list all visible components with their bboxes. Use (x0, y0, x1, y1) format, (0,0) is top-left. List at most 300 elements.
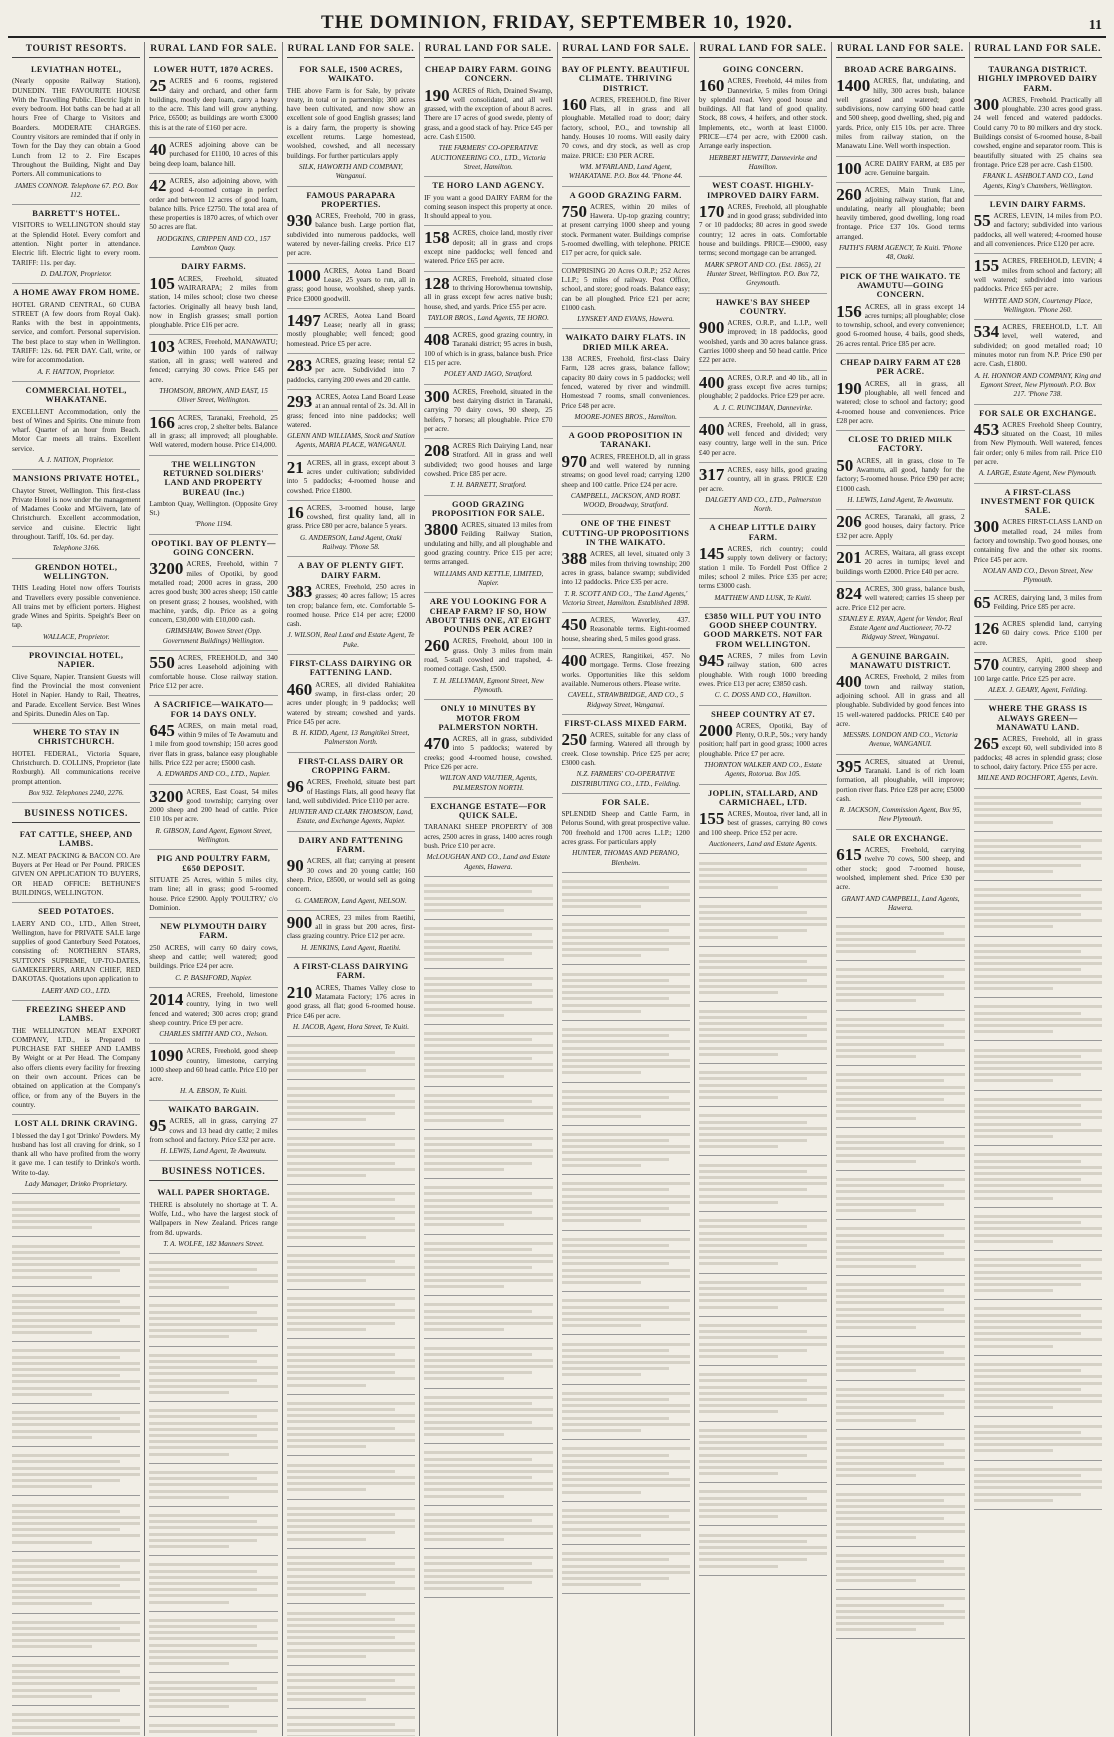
ad-lead-number: 900 (286, 912, 313, 932)
ad-heading: CHEAP DAIRY FARM AT £28 PER ACRE. (840, 358, 961, 377)
classified-ad (287, 753, 415, 832)
small-print-block (974, 1091, 1102, 1147)
ad-signature: H. JACOB, Agent, Hora Street, Te Kuiti. (292, 1022, 409, 1031)
ad-body-text: Lambton Quay, Wellington. (Opposite Grey St.) (149, 499, 278, 518)
classified-ad (149, 696, 277, 784)
ad-signature: GRIMSHAW, Bowen Street (Opp. Government Buildings) Wellington. (162, 627, 265, 645)
ad-heading: FOR SALE, 1500 ACRES, WAIKATO. (299, 65, 403, 84)
ad-body-text: THERE is absolutely no shortage at T. A. Wolfe, Ltd., who have the largest stock of Wallpapers in New Zealand. Prices range from 8d. upwards. (149, 1200, 278, 1237)
ad-lead-number: 300 (973, 517, 1000, 537)
ad-signature: STANLEY E. RYAN, Agent for Vendor, Real Estate Agent and Auctioneer, 70-72 Ridgway Street, Wanganui. (838, 614, 963, 642)
classified-ad (974, 653, 1102, 700)
classified-ad (149, 61, 277, 138)
classified-ad (12, 1115, 140, 1194)
small-print-block (699, 1064, 827, 1107)
classified-ad (424, 385, 552, 439)
ad-signature: HODGKINS, CRIPPEN AND CO., 157 Lambton Quay. (156, 234, 271, 253)
small-print-block (424, 1179, 552, 1235)
ad-lead-number: 470 (424, 734, 450, 754)
ad-signature: McLOUGHAN AND CO., Land and Estate Agents, Hawera. (426, 853, 551, 871)
column-6 (695, 42, 832, 1736)
ad-body-text: ACRES, Aotea Land Board Lease; nearly all in grass; mostly ploughable; well fenced; good homestead. Price £5 per acre. (286, 311, 416, 348)
ad-body-text: ACRES, choice land, mostly river deposit; all in grass and crops except nine paddocks; well fenced and watered. Price £65 per acre. (424, 229, 553, 266)
small-print-block (287, 1549, 415, 1605)
classified-ad (287, 309, 415, 354)
ad-lead-number: 293 (286, 391, 313, 411)
classified-ad (836, 755, 964, 830)
classified-ad (836, 830, 964, 918)
ad-heading: FREEZING SHEEP AND LAMBS. (26, 1004, 127, 1024)
ad-signature: R. JACKSON, Commission Agent, Box 95, New Plymouth. (839, 806, 962, 824)
classified-ad (424, 61, 552, 177)
ad-lead-number: 615 (836, 845, 862, 865)
ad-body-text: ACRES, FREEHOLD, and 340 acres Leasehold adjoining with comfortable house. Close railway station. Price £12 per acre. (149, 654, 278, 690)
classified-ad (562, 515, 690, 613)
ad-lead-number: 2000 (698, 720, 733, 740)
classified-ad (12, 724, 140, 803)
classified-ad (424, 272, 552, 328)
ad-body-text: ACRES, Freehold, carrying twelve 70 cows, 500 sheep, and other stock; good 7-roomed house, woolshed, implement shed. Price £30 per acre. (836, 846, 965, 892)
ad-heading: GOOD GRAZING PROPOSITION FOR SALE. (431, 499, 545, 518)
ad-body-text: 138 ACRES, Freehold, first-class Dairy Farm, 128 acres grass, balance fallow; capacity 80 dairy cows in 5 paddocks; well fenced, watered by river and windmill. Homestead 7 rooms, small conveniences. Price £48 per acre. (561, 355, 690, 410)
classified-ad (12, 205, 140, 284)
classified-ad (836, 183, 964, 267)
ad-lead-number: 388 (561, 549, 587, 569)
ad-body-text: ACRES, also adjoining above, with good 4-roomed cottage in perfect order and between 12 acres of good loam, balance hills. Price £2750. The total area of these properties is 1870 acres, of which over 50 acres are flat. (149, 176, 278, 232)
ad-lead-number: 3800 (424, 520, 459, 540)
small-print-block (699, 1526, 827, 1575)
ad-body-text: ACRES, flat, undulating, and hilly, 300 acres bush, balance well grassed and watered; good subdivisions, now carrying 600 head cattle and 500 sheep, good dwelling, shed, pig and yards. Price, only £15 10s. per acre. Three miles from railway station, on the Manawatu Line. Well worth inspection. (836, 77, 965, 151)
classified-ad (562, 613, 690, 649)
ad-heading: ARE YOU LOOKING FOR A CHEAP FARM? IF SO, HOW ABOUT THIS ONE, AT EIGHT POUNDS PER ACRE? (425, 597, 552, 635)
ad-body-text: ACRES, 23 miles from Raetihi, all in grass but 200 acres, first-class grazing country. Price £12 per acre. (286, 913, 416, 941)
ad-heading: NEW PLYMOUTH DAIRY FARM. (160, 922, 268, 941)
ad-signature: CAVELL, STRAWBRIDGE, AND CO., 5 Ridgway Street, Wanganui. (567, 691, 684, 709)
ad-heading: WAIKATO DAIRY FLATS. IN DRIED MILK AREA. (565, 333, 687, 352)
ad-heading: A BAY OF PLENTY GIFT. DAIRY FARM. (297, 561, 404, 580)
small-print-block (562, 1021, 690, 1083)
ad-body-text: THE WELLINGTON MEAT EXPORT COMPANY, LTD., is Prepared to PURCHASE FAT SHEEP AND LAMBS By Weight or at Per Head. The Company also offers clients every facility for freezing on their own account. Prices can be obtained on application at the Company's office, or from any of the Buyers in the country. (12, 1026, 141, 1109)
small-print-block (699, 1002, 827, 1064)
ad-body-text: ACRES, Freehold, MANAWATU; within 100 yards of railway station, all in grass; well watered and fenced; carrying 30 cows. Price £45 per acre. (149, 338, 278, 384)
ad-body-text: ACRES, Freehold. Practically all ploughable. 230 acres good grass. 24 well fenced and watered paddocks. Could carry 70 to 80 milkers and dry stock. Buildings consist of 6-roomed house, 8-bail cowshed, engine and separator room. This is beautifully situated with 25 chains sea frontage. Price £28 per acre. Cash £1500. (973, 95, 1102, 169)
small-print-block (836, 1337, 964, 1380)
ad-body-text: ACRES of Rich, Drained Swamp, well consolidated, and all well grassed, with the exception of about 8 acres. There are 17 acres of good swede, plenty of grass, and a good stack of hay. Price £45 per acre. Cash £1500. (424, 86, 553, 142)
ad-heading: FAMOUS PARAPARA PROPERTIES. (306, 190, 396, 209)
classified-ad (12, 826, 140, 903)
ad-signature: T. R. SCOTT AND CO., 'The Land Agents,' Victoria Street, Hamilton. Established 1898. (562, 589, 690, 607)
small-print-block (699, 1156, 827, 1212)
classified-ad (562, 187, 690, 264)
classified-ad (149, 335, 277, 410)
ad-heading: A GENUINE BARGAIN. MANAWATU DISTRICT. (849, 651, 951, 671)
ad-signature: G. ANDERSON, Land Agent, Otaki Railway. 'Phone 58. (300, 533, 402, 552)
small-print-block (287, 1456, 415, 1499)
ad-body-text: IF you want a good DAIRY FARM for the coming season inspect this property at once. It should appeal to you. (424, 193, 553, 221)
ad-body-text: SPLENDID Sheep and Cattle Farm, in Pelorus Sound, with great prospective value. 700 freehold and 1700 acres L.I.P.; 1200 acres grass. For particulars apply (561, 810, 690, 847)
column-3 (283, 42, 420, 1736)
small-print-block (836, 1011, 964, 1067)
ad-body-text: ACRES, Waverley, 437. Reasonable terms. Eight-roomed house, shearing shed, 5 miles good grass. (561, 616, 690, 643)
small-print-block (836, 1381, 964, 1430)
page-number: 11 (1088, 18, 1102, 33)
small-print-block (974, 881, 1102, 937)
ad-heading: WAIKATO BARGAIN. (168, 1104, 259, 1114)
column-heading: RURAL LAND FOR SALE. (836, 42, 964, 58)
classified-ad (149, 1044, 277, 1100)
ad-body-text: ACRES, rich country; could supply town delivery or factory; station 1 mile. To Fordell Post Office 2 miles; school 2 miles. Price £35 per acre; terms £3000 cash. (698, 545, 828, 591)
classified-ad (974, 254, 1102, 320)
small-print-block (149, 1254, 277, 1297)
ad-heading: JOPLIN, STALLARD, AND CARMICHAEL, LTD. (707, 788, 819, 807)
small-print-block (974, 1461, 1102, 1510)
classified-ad (149, 785, 277, 851)
ad-body-text: ACRES, within 20 miles of Hawera. Up-top grazing country; at present carrying 1000 sheep and young stock. Permanent water. Buildings comprise 5-roomed dwelling, with telephone. PRICE £17 per acre, for quick sale. (561, 202, 690, 258)
small-print-block (974, 1417, 1102, 1460)
ad-heading: SALE OR EXCHANGE. (852, 833, 949, 843)
ad-lead-number: 395 (836, 756, 862, 776)
ad-signature: MILNE AND ROCHFORT, Agents, Levin. (977, 774, 1099, 783)
ad-signature: GLENN AND WILLIAMS, Stock and Station Agents, MARIA PLACE, WANGANUI. (287, 432, 415, 450)
ad-body-text: EXCELLENT Accommodation, only the best of Wines and Spirits. One minute from wharf. Quarter of an hour from Beach. Motor Car meets all trains. Excellent service. (12, 407, 141, 453)
small-print-block (699, 1483, 827, 1526)
ad-signature: Lady Manager, Drinko Proprietary. (24, 1179, 128, 1188)
small-print-block (562, 1385, 690, 1441)
classified-ad (562, 649, 690, 715)
ad-lead-number: 400 (698, 419, 725, 439)
classified-ad (424, 593, 552, 700)
classified-ad (424, 439, 552, 495)
ad-body-text: ACRES splendid land, carrying 60 dairy cows. Price £100 per acre. (973, 620, 1102, 647)
classified-ad (12, 647, 140, 724)
ad-lead-number: 400 (836, 672, 862, 692)
ad-lead-number: 16 (286, 502, 304, 522)
ad-body-text: ACRES FIRST-CLASS LAND on metalled road, 24 miles from factory and township. Two good houses, one containing five and the other six rooms. Price £45 per acre. (973, 518, 1102, 564)
small-print-block (424, 877, 552, 920)
small-print-block (149, 1717, 277, 1736)
ad-body-text: ACRES, 300 grass, balance bush, well watered; carries 15 sheep per acre. Price £12 per acre. (836, 584, 965, 612)
ad-signature: H. LEWIS, Land Agent, Te Awamutu. (847, 495, 954, 504)
small-print-block (562, 1440, 690, 1502)
ad-signature: G. CAMERON, Land Agent, NELSON. (295, 896, 407, 905)
ad-heading: CHEAP DAIRY FARM. GOING CONCERN. (425, 65, 552, 84)
ad-body-text: ACRES, Moutoa, river land, all in best of grasses, carrying 80 cows and 100 sheep. Price £52 per acre. (698, 810, 828, 837)
small-print-block (424, 1296, 552, 1339)
classified-ad (149, 258, 277, 335)
small-print-block (424, 1339, 552, 1388)
small-print-block (287, 1290, 415, 1339)
ad-body-text: ACRES, Freehold, 44 miles from Dannevirke, 5 miles from Oringi by splendid road. Very good house and buildings. All flat land of good quality. Stock, 88 cows, 4 heifers, and other stock. Implements, etc., worth at least £1000. PRICE—£74 per acre, with £2000 cash. Arrange early inspection. (698, 77, 828, 151)
ad-lead-number: 166 (149, 412, 175, 432)
ad-signature: D. DALTON, Proprietor. (40, 269, 112, 278)
masthead (8, 6, 1106, 38)
ad-lead-number: 208 (424, 441, 450, 461)
ad-heading: LOWER HUTT, 1870 ACRES. (153, 65, 274, 74)
small-print-block (836, 1128, 964, 1171)
ad-lead-number: 160 (561, 94, 587, 114)
ad-heading: FIRST-CLASS DAIRYING OR FATTENING LAND. (289, 659, 413, 678)
ad-lead-number: 283 (286, 356, 313, 376)
classified-ad (836, 510, 964, 546)
small-print-block (699, 1317, 827, 1366)
small-print-block (287, 1185, 415, 1247)
ad-lead-number: 103 (149, 337, 175, 357)
ad-heading: HAWKE'S BAY SHEEP COUNTRY. (715, 297, 811, 316)
ad-signature: A. EDWARDS AND CO., LTD., Napier. (156, 770, 271, 779)
ad-heading: BAY OF PLENTY. BEAUTIFUL CLIMATE. THRIVING DISTRICT. (561, 65, 690, 93)
section-subheading: BUSINESS NOTICES. (12, 807, 140, 823)
ad-heading: A FIRST-CLASS DAIRYING FARM. (293, 962, 409, 981)
classified-ad (287, 456, 415, 501)
ad-lead-number: 155 (698, 809, 725, 829)
classified-ad (287, 61, 415, 187)
ad-heading: LOST ALL DRINK CRAVING. (14, 1119, 138, 1129)
ad-signature: THOMSON, BROWN, AND EAST, 15 Oliver Street, Wellington. (159, 386, 268, 405)
ad-heading: A GOOD GRAZING FARM. (569, 190, 682, 200)
small-print-block (974, 1300, 1102, 1356)
ad-lead-number: 42 (149, 175, 167, 195)
ad-body-text: ACRES, Freehold, limestone country, lying in two well fenced and watered; 300 acres crop; grand sheep country. Price £9 per acre. (149, 990, 278, 1027)
ad-signature: A. J. C. RUNCIMAN, Dannevirke. (713, 403, 813, 412)
classified-ad (562, 61, 690, 187)
ad-lead-number: 3200 (149, 786, 184, 806)
ad-body-text: ACRES, Aotea Land Board Lease, 25 years to run, all in grass; good house, woolshed, sheep yards. Price £3000 goodwill. (286, 266, 416, 303)
ad-body-text: ACRES, Freehold, situate best part of Hastings Flats, all good heavy flat land, well subdivided. Price £110 per acre. (286, 778, 416, 805)
ad-body-text: ACRES, all in grass, carrying 27 cows and 13 head dry cattle; 2 miles from school and factory. Price £32 per acre. (149, 1117, 278, 1144)
small-print-block (149, 1507, 277, 1556)
classified-ad (424, 226, 552, 271)
classified-ad (149, 850, 277, 918)
ad-signature: THORNTON WALKER AND CO., Estate Agents, Rotorua. Box 105. (704, 761, 822, 779)
ad-body-text: ACRES, situated 13 miles from Feilding Railway Station, undulating and hilly, and all ploughable and good grazing country. Price £15 per acre; terms arranged. (424, 521, 553, 567)
ad-signature: J. WILSON, Real Land and Estate Agent, Te Puke. (287, 631, 415, 649)
ad-lead-number: 156 (836, 301, 862, 321)
ad-lead-number: 260 (424, 636, 450, 656)
ad-lead-number: 158 (424, 228, 450, 248)
ad-lead-number: 1497 (286, 310, 321, 330)
ad-body-text: ACRES, Waitara, all grass except 20 acres in turnips; level and buildings worth £2000. Price £40 per acre. (836, 549, 965, 576)
ad-body-text: ACRES, all level, situated only 3 miles from thriving township; 200 acres in grass, balance swamp; subdivided into 12 paddocks. Price £35 per acre. (561, 550, 690, 587)
classified-ad (699, 61, 827, 177)
section-subheading: BUSINESS NOTICES. (149, 1165, 277, 1181)
small-print-block (287, 1709, 415, 1736)
ad-signature: WALLACE, Proprietor. (42, 632, 110, 641)
ad-heading: A HOME AWAY FROM HOME. (12, 288, 140, 298)
ad-heading: FIRST-CLASS MIXED FARM. (564, 718, 687, 728)
ad-lead-number: 250 (561, 730, 587, 750)
small-print-block (149, 1673, 277, 1716)
ad-signature: NOLAN AND CO., Devon Street, New Plymouth. (982, 566, 1093, 585)
ad-lead-number: 930 (286, 211, 313, 231)
classified-ad (836, 61, 964, 157)
ad-signature: THE FARMERS' CO-OPERATIVE AUCTIONEERING CO., LTD., Victoria Street, Hamilton. (430, 144, 546, 171)
small-print-block (562, 1231, 690, 1293)
classified-ad (149, 174, 277, 258)
classified-ad (149, 988, 277, 1044)
ad-signature: C. C. DOSS AND CO., Hamilton. (714, 691, 812, 700)
small-print-block (12, 1447, 140, 1496)
ad-signature: TAYLOR BROS., Land Agents, TE HORO. (427, 313, 549, 322)
column-heading: RURAL LAND FOR SALE. (699, 42, 827, 58)
ad-heading: TAURANGA DISTRICT. HIGHLY IMPROVED DAIRY FARM. (978, 65, 1098, 93)
ad-heading: FOR SALE. (602, 797, 650, 807)
classified-ad (12, 559, 140, 647)
classified-ad (287, 390, 415, 456)
ad-body-text: ACRES, dairying land, 3 miles from Feilding. Price £85 per acre. (993, 593, 1102, 611)
small-print-block (699, 898, 827, 947)
ad-body-text: ACRES, situated at Urenui, Taranaki. Land is of rich loam formation, all ploughable, will improve; portion river flats. Price £28 per acre; £5000 cash. (836, 757, 965, 803)
ad-heading: SEED POTATOES. (38, 907, 115, 917)
ad-body-text: ACRES, FREEHOLD, LEVIN; 4 miles from school and factory; all well watered; subdivided into various paddocks. Price £65 per acre. (973, 257, 1102, 294)
ad-lead-number: 900 (698, 318, 725, 338)
ad-body-text: ACRES adjoining above can be purchased for £1100, 10 acres of this being deep loam, balance hill. (149, 141, 278, 168)
ad-heading: PIG AND POULTRY FARM, £650 DEPOSIT. (156, 854, 271, 873)
ad-signature: N.Z. FARMERS' CO-OPERATIVE DISTRIBUTING CO., LTD., Feilding. (570, 770, 681, 788)
ad-heading: PICK OF THE WAIKATO. TE AWAMUTU—GOING CONCERN. (839, 271, 961, 300)
classified-ad (974, 405, 1102, 484)
small-print-block (424, 1087, 552, 1130)
classified-ad (699, 706, 827, 785)
ad-heading: A FIRST-CLASS INVESTMENT FOR QUICK SALE. (980, 487, 1096, 516)
ad-lead-number: 90 (286, 856, 304, 876)
classified-ad (699, 371, 827, 418)
ad-heading: GRENDON HOTEL, WELLINGTON. (34, 562, 118, 581)
ad-lead-number: 1090 (149, 1046, 184, 1066)
small-print-block (699, 1366, 827, 1422)
classified-ad (149, 918, 277, 988)
ad-signature: SILK, HAWORTH AND COMPANY, Wanganui. (298, 162, 403, 181)
ad-body-text: THIS Leading Hotel now offers Tourists and Travellers every possible convenience. All trains met by efficient porters. Highest grade Wines and Spirits. Speight's Beer on tap. (12, 584, 141, 630)
classified-ad (12, 284, 140, 382)
ad-lead-number: 65 (973, 592, 991, 612)
classified-ad (836, 354, 964, 431)
classified-ad (424, 798, 552, 877)
classified-ad (12, 470, 140, 558)
ad-lead-number: 201 (836, 548, 862, 568)
classified-ad (974, 617, 1102, 653)
ad-body-text: ACRES, Rangitikei, 457. No mortgage. Terms. Close freezing works. Opportunities like this seldom available. Numerous others. Please write. (561, 652, 690, 688)
ad-lead-number: 750 (561, 201, 587, 221)
classified-ad (974, 196, 1102, 254)
column-heading: RURAL LAND FOR SALE. (562, 42, 690, 58)
ad-signature: WILLIAMS AND KETTLE, LIMITED, Napier. (433, 569, 544, 587)
classified-ad (974, 700, 1102, 788)
ad-signature: DALGETY AND CO., LTD., Palmerston North. (705, 495, 822, 514)
ad-lead-number: 2014 (149, 989, 184, 1009)
classified-ad (424, 177, 552, 226)
ad-heading: A GOOD PROPOSITION IN TARANAKI. (568, 431, 683, 450)
small-print-block (287, 1130, 415, 1186)
ad-signature: GRANT AND CAMPBELL, Land Agents, Hawera. (841, 894, 960, 912)
ad-lead-number: 160 (698, 76, 725, 96)
ad-signature: H. LEWIS, Land Agent, Te Awamutu. (160, 1147, 267, 1156)
ad-signature: FRANK L. ASHBOLT AND CO., Land Agents, King's Chambers, Wellington. (982, 172, 1094, 190)
ad-heading: DAIRY AND FATTENING FARM. (298, 835, 404, 855)
classified-ad (149, 411, 277, 456)
ad-heading: PROVINCIAL HOTEL, NAPIER. (29, 651, 124, 670)
small-print-block (699, 1107, 827, 1156)
small-print-block (699, 1422, 827, 1484)
ad-body-text: ACRES, Taranaki, Freehold, 25 acres crop, 2 shelter belts. Balance all in grass; all improved; all ploughable. Well watered, modern house. Price £14,000. (149, 413, 278, 450)
ad-signature: H. JENKINS, Land Agent, Raetihi. (301, 943, 401, 952)
classified-ad (149, 651, 277, 696)
small-print-block (12, 1404, 140, 1447)
small-print-block (562, 1292, 690, 1335)
small-print-block (562, 873, 690, 916)
ad-body-text: ACRES, FREEHOLD, all in grass and well watered by running streams; on good level road; carrying 1200 sheep and 100 cattle. Price £24 per acre. (561, 452, 690, 489)
classified-ad (12, 61, 140, 205)
column-heading: RURAL LAND FOR SALE. (424, 42, 552, 58)
small-print-block (699, 947, 827, 1003)
ad-heading: EXCHANGE ESTATE—FOR QUICK SALE. (430, 801, 547, 821)
small-print-block (974, 1251, 1102, 1300)
classified-ad (562, 329, 690, 427)
ad-heading: COMMERCIAL HOTEL, WHAKATANE. (25, 385, 127, 405)
small-print-block (12, 1237, 140, 1286)
column-7 (832, 42, 969, 1736)
ad-body-text: ACRES, FREEHOLD, L.T. All level, well watered, and subdivided; on good metalled road; 10 minutes motor run from N.P. Price £90 per acre. Cash, £1800. (973, 323, 1102, 369)
ad-signature: A. F. HATTON, Proprietor. (37, 367, 115, 376)
classified-ad (149, 138, 277, 174)
ad-body-text: HOTEL GRAND CENTRAL, 60 CUBA STREET (A few doors from Royal Oak). Ranks with the best in appointments, service, and comfort. Personal supervision. The best place to stay when in Wellington. TARIFF: 12s. 6d. PER DAY. Call, write, or wire for accommodation. (12, 300, 141, 365)
ad-signature: R. GIBSON, Land Agent, Egmont Street, Wellington. (155, 826, 272, 845)
newspaper-title: THE DOMINION, FRIDAY, SEPTEMBER 10, 1920. (321, 12, 793, 33)
classified-ad (424, 496, 552, 594)
ad-lead-number: 260 (836, 185, 862, 205)
ad-signature: B. H. KIDD, Agent, 13 Rangitikei Street, Palmerston North. (292, 729, 410, 747)
column-heading: RURAL LAND FOR SALE. (149, 42, 277, 58)
small-print-block (562, 1502, 690, 1545)
small-print-block (424, 1025, 552, 1087)
classified-ad (974, 61, 1102, 196)
ad-signature: MATTHEW AND LUSK, Te Kuiti. (714, 593, 812, 602)
classified-ad (836, 546, 964, 582)
small-print-block (287, 1247, 415, 1290)
classified-ad (287, 354, 415, 390)
ad-heading: TE HORO LAND AGENCY. (432, 181, 545, 191)
small-print-block (424, 1235, 552, 1297)
ad-lead-number: 128 (424, 273, 450, 293)
ad-lead-number: 155 (973, 256, 1000, 276)
classified-ad (699, 177, 827, 293)
ad-lead-number: 824 (836, 583, 862, 603)
ad-signature: A. J. NATION, Proprietor. (38, 455, 114, 464)
ad-signature: POLEY AND JAGO, Stratford. (443, 370, 533, 379)
ad-lead-number: 210 (286, 982, 313, 1002)
ad-signature: Box 932. Telephones 2240, 2276. (28, 788, 124, 797)
ad-signature: T. H. JELLYMAN, Egmont Street, New Plymouth. (432, 676, 544, 694)
small-print-block (974, 1208, 1102, 1251)
small-print-block (562, 1545, 690, 1594)
ad-signature: T. H. BARNETT, Stratford. (449, 481, 527, 490)
ad-lead-number: 550 (149, 653, 175, 673)
ad-heading: CLOSE TO DRIED MILK FACTORY. (848, 435, 953, 454)
ad-body-text: ACRES, LEVIN, 14 miles from P.O. and factory; subdivided into various paddocks, all well watered; 4-roomed house and all conveniences. Price £120 per acre. (973, 212, 1102, 249)
small-print-block (836, 918, 964, 961)
ad-body-text: ACRES, East Coast, 54 miles good township; carrying over 2000 sheep and 200 head of cattle. Price £10 10s per acre. (149, 787, 278, 824)
ad-lead-number: 96 (286, 777, 304, 797)
column-1 (8, 42, 145, 1736)
ad-body-text: N.Z. MEAT PACKING & BACON CO. Are Buyers at Per Head or Per Pound. PRICES GIVEN ON APPLICATION TO BUYERS, OR HEAD OFFICE: BETHUNE'S BUILDINGS, WELLINGTON. (12, 851, 141, 897)
ad-signature: MARK SPROT AND CO. (Est. 1865), 21 Hunter Street, Wellington. P.O. Box 72, Greymouth. (704, 260, 822, 288)
ad-body-text: ACRES, on main metal road, within 9 miles of Te Awamutu and 1 mile from good township; 150 acres good river flats in grass, balance easy ploughable hills. Price £22 per acre; £5000 cash. (149, 721, 278, 767)
ad-body-text: ACRES, 7 miles from Levin railway station, 600 acres ploughable. With rough 1000 breeding ewes. Price £13 per acre; £3850 cash. (698, 652, 828, 688)
ad-signature: ALEX. J. GEARY, Agent, Feilding. (988, 685, 1088, 694)
ad-lead-number: 190 (424, 85, 450, 105)
small-print-block (562, 1126, 690, 1175)
classified-ad (836, 648, 964, 755)
ad-lead-number: 3200 (149, 559, 184, 579)
